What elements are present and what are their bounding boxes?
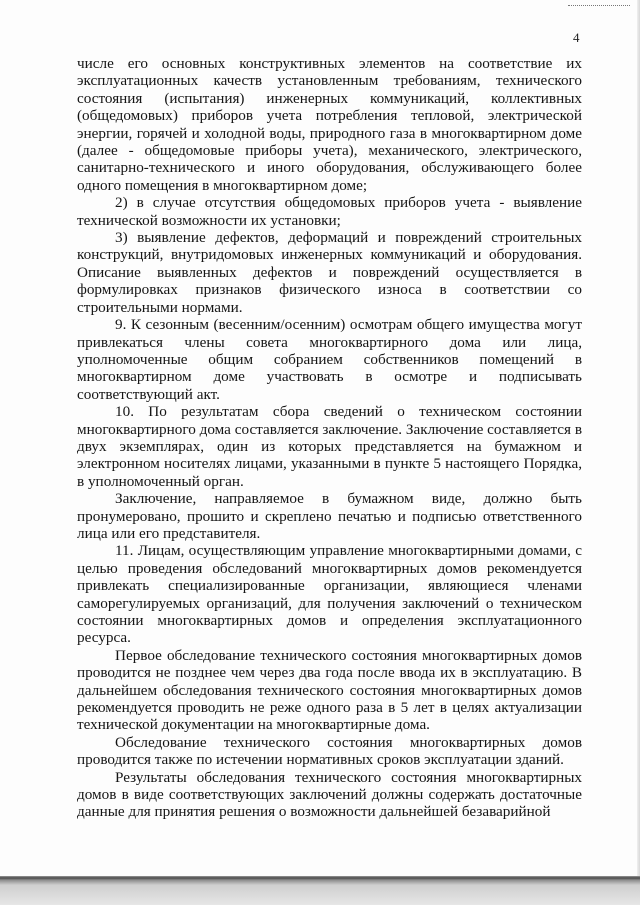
paragraph-conclusion-format: Заключение, направляемое в бумажном виде, должно быть пронумеровано, прошито и скреплено печатью и подписью ответственного лица или его представителя. <box>77 490 582 542</box>
document-body <box>77 55 582 821</box>
page-number: 4 <box>573 30 580 45</box>
paragraph-item-2: 2) в случае отсутствия общедомовых приборов учета - выявление технической возможности их установки; <box>77 194 582 229</box>
paragraph-first-inspection: Первое обследование технического состояния многоквартирных домов проводится не позднее чем через два года после ввода их в эксплуатацию. В дальнейшем обследования технического состояния многоквартирных домов рекомендуется проводить не реже одного раза в 5 лет в целях актуализации технической документации на многоквартирные дома. <box>77 646 582 734</box>
paragraph-continuation: числе его основных конструктивных элементов на соответствие их эксплуатационных качеств установленным требованиям, технического состояния (испытания) инженерных коммуникаций, коллективных (общедомовых) приборов учета потребления тепловой, электрической энергии, горячей и холодной воды, природного газа в многоквартирном доме (далее - общедомовые приборы учета), механического, электрического, санитарно-технического и иного оборудования, обслуживающего более одного помещения в многоквартирном доме; <box>77 55 582 194</box>
paragraph-clause-11: 11. Лицам, осуществляющим управление многоквартирными домами, с целью проведения обследований многоквартирных домов рекомендуется привлекать специализированные организации, являющиеся членами саморегулируемых организаций, для получения заключений о техническом состоянии многоквартирных домов и определения эксплуатационного ресурса. <box>77 542 582 647</box>
paragraph-inspection-results: Результаты обследования технического состояния многоквартирных домов в виде соответствующих заключений должны содержать достаточные данные для принятия решения о возможности дальнейшей безаварийной <box>77 768 582 821</box>
paragraph-item-3: 3) выявление дефектов, деформаций и повреждений строительных конструкций, внутридомовых инженерных коммуникаций и оборудования. Описание выявленных дефектов и повреждений осуществляется в формулировках признаков физического износа в соответствии со строительными нормами. <box>77 229 582 316</box>
paragraph-inspection-expiry: Обследование технического состояния многоквартирных домов проводится также по истечении нормативных сроков эксплуатации зданий. <box>77 733 582 769</box>
paragraph-clause-9: 9. К сезонным (весенним/осенним) осмотрам общего имущества могут привлекаться члены совета многоквартирного дома или лица, уполномоченные общим собранием собственников помещений в многоквартирном доме участвовать в осмотре и подписывать соответствующий акт. <box>77 316 582 403</box>
paragraph-clause-10: 10. По результатам сбора сведений о техническом состоянии многоквартирного дома составляется заключение. Заключение составляется в двух экземплярах, один из которых представляется на бумажном и электронном носителях лицами, указанными в пункте 5 настоящего Порядка, в уполномоченный орган. <box>77 403 582 490</box>
scan-artifact-line <box>568 5 630 6</box>
scan-edge-bottom <box>0 876 640 905</box>
